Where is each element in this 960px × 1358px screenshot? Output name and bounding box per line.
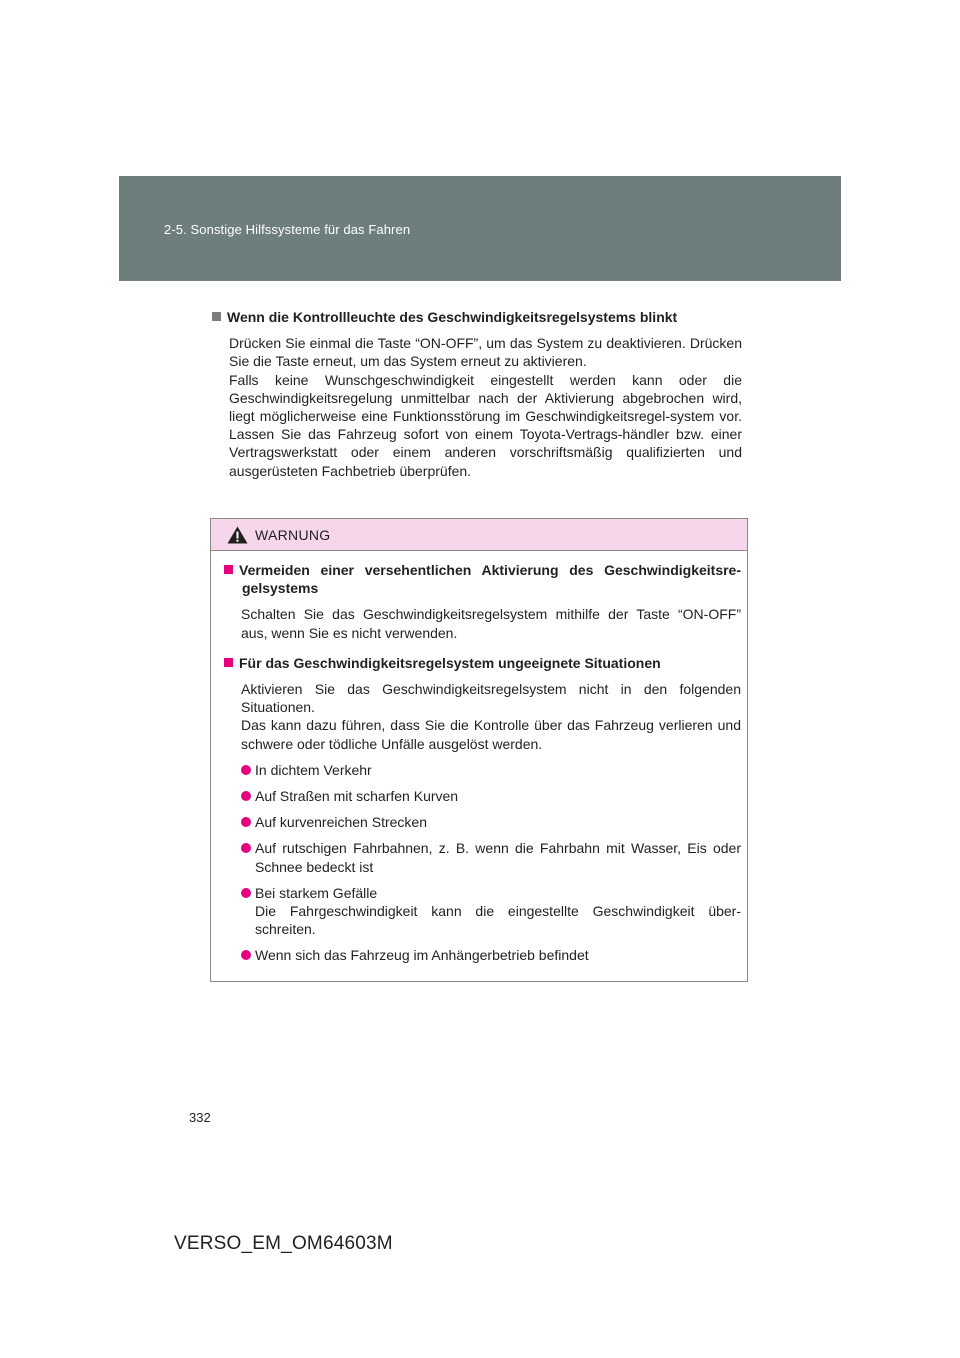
intro-heading xyxy=(212,308,742,326)
list-item-text: Auf rutschigen Fahrbahnen, z. B. wenn die Fahrbahn mit Wasser, Eis oder Schnee bedeckt ist xyxy=(255,840,741,875)
list-item-text: In dichtem Verkehr xyxy=(255,761,372,778)
warning-section-2-text-2: Das kann dazu führen, dass Sie die Kontrolle über das Fahrzeug verlieren und schwere oder tödliche Unfälle ausgelöst werden. xyxy=(241,717,741,752)
intro-paragraph-1: Drücken Sie einmal die Taste “ON-OFF”, um das System zu deaktivieren. Drücken Sie die Taste erneut, um das System erneut zu aktivieren. xyxy=(229,335,742,370)
square-bullet-icon xyxy=(224,565,233,574)
circle-bullet-icon xyxy=(241,791,251,801)
warning-section-2-text xyxy=(241,680,741,753)
intro-section xyxy=(212,308,742,480)
circle-bullet-icon xyxy=(241,950,251,960)
warning-body xyxy=(211,561,747,965)
warning-section-2-text-1: Aktivieren Sie das Geschwindigkeitsregelsystem nicht in den folgenden Situationen. xyxy=(241,681,741,716)
warning-box xyxy=(210,518,748,982)
section-header xyxy=(119,176,841,281)
warning-header xyxy=(211,519,747,551)
warning-section-1 xyxy=(224,561,741,642)
list-item-text: Auf kurvenreichen Strecken xyxy=(255,814,427,831)
circle-bullet-icon xyxy=(241,765,251,775)
warning-title: WARNUNG xyxy=(255,527,331,543)
list-item xyxy=(241,761,741,779)
list-item xyxy=(241,884,741,939)
warning-section-2-heading-text: Für das Geschwindigkeitsregelsystem ungeeignete Situationen xyxy=(239,654,661,671)
intro-heading-text: Wenn die Kontrollleuchte des Geschwindigkeitsregelsystems blinkt xyxy=(227,309,678,325)
warning-section-1-heading xyxy=(224,561,741,597)
list-item-text: Auf Straßen mit scharfen Kurven xyxy=(255,788,459,805)
page-number: 332 xyxy=(189,1110,211,1125)
circle-bullet-icon xyxy=(241,817,251,827)
circle-bullet-icon xyxy=(241,843,251,853)
list-item-note: Die Fahrgeschwindigkeit kann die eingestellte Geschwindigkeit über-schreiten. xyxy=(255,903,741,938)
list-item xyxy=(241,813,741,831)
footer-code: VERSO_EM_OM64603M xyxy=(174,1233,393,1254)
list-item xyxy=(241,946,741,964)
square-bullet-icon xyxy=(212,312,221,321)
circle-bullet-icon xyxy=(241,888,251,898)
list-item xyxy=(241,787,741,805)
section-title: 2-5. Sonstige Hilfssysteme für das Fahren xyxy=(164,222,411,237)
intro-paragraph-2: Falls keine Wunschgeschwindigkeit eingestellt werden kann oder die Geschwindigkeitsregelung unmittelbar nach der Aktivierung abgebrochen wird, liegt möglicherweise eine Funktionsstörung im Geschwindigkeitsregel-system vor. Lassen Sie das Fahrzeug sofort von einem Toyota-Vertrags-händler bzw. einer Vertragswerkstatt oder einem anderen vorschriftsmäßig qualifizierten und ausgerüsteten Fachbetrieb überprüfen. xyxy=(229,371,742,479)
warning-section-2-heading xyxy=(224,654,741,672)
warning-section-2 xyxy=(224,654,741,965)
warning-section-1-text: Schalten Sie das Geschwindigkeitsregelsystem mithilfe der Taste “ON-OFF” aus, wenn Sie es nicht verwenden. xyxy=(241,606,741,641)
warning-triangle-icon xyxy=(227,526,248,544)
square-bullet-icon xyxy=(224,658,233,667)
warning-section-1-heading-text: Vermeiden einer versehentlichen Aktivierung des Geschwindigkeitsre-gelsystems xyxy=(239,562,741,597)
list-item xyxy=(241,839,741,875)
intro-paragraph xyxy=(229,334,742,480)
list-item-text: Wenn sich das Fahrzeug im Anhängerbetrieb befindet xyxy=(255,947,589,964)
list-item-text: Bei starkem Gefälle xyxy=(255,884,378,901)
warning-bullet-list xyxy=(241,761,741,965)
